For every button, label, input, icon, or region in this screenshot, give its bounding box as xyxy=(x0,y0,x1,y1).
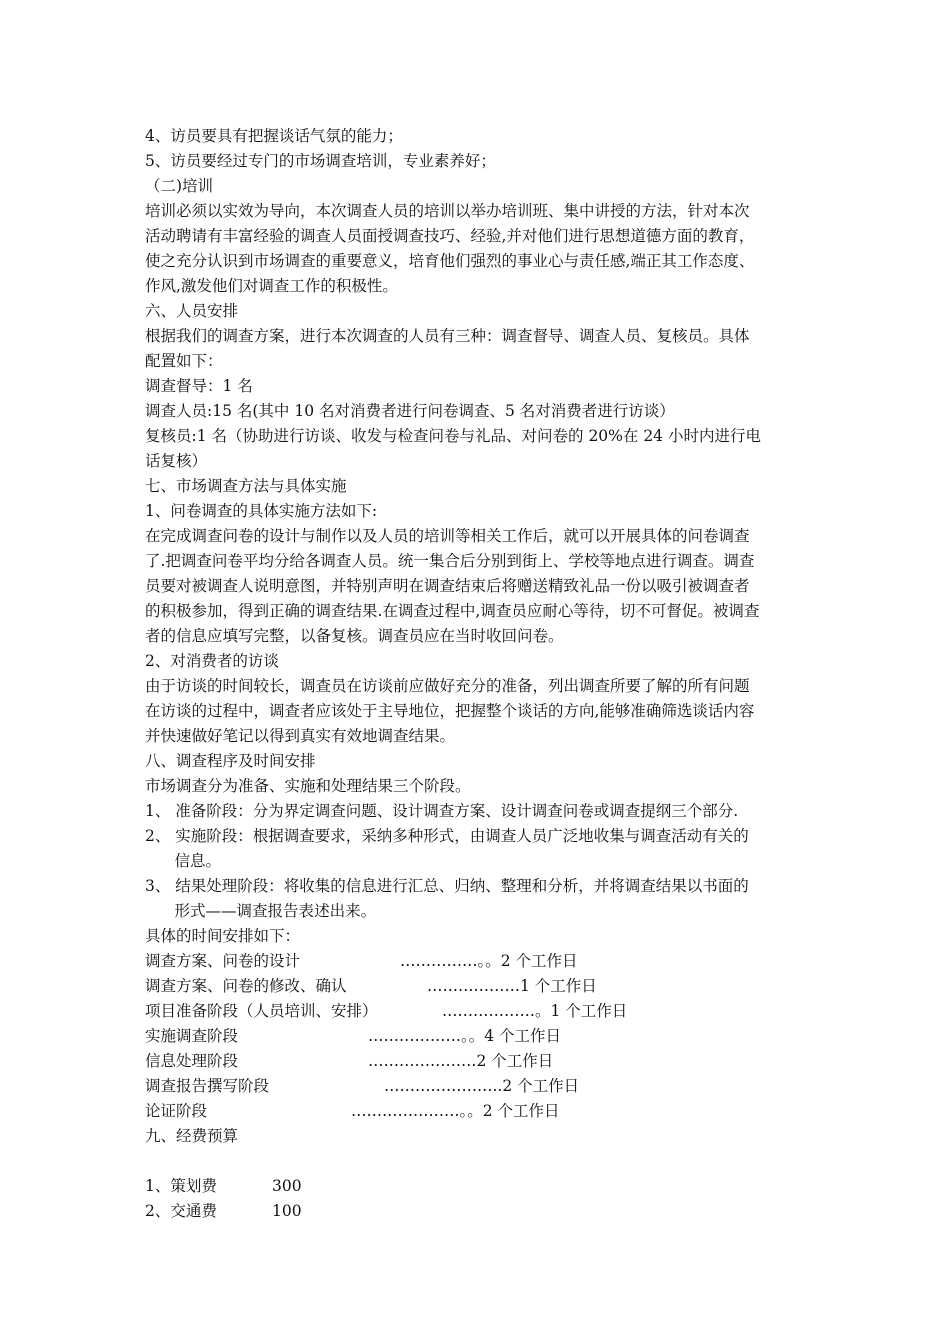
paragraph-line: 由于访谈的时间较长，调查员在访谈前应做好充分的准备，列出调查所要了解的所有问题 xyxy=(145,677,750,695)
paragraph-line: 配置如下： xyxy=(145,352,223,370)
list-item-continuation: 形式——调查报告表述出来。 xyxy=(145,902,377,920)
text-line: 复核员:1 名（协助进行访谈、收发与检查问卷与礼品、对问卷的 20%在 24 小时内进行电 xyxy=(145,427,761,445)
schedule-label: 调查报告撰写阶段 xyxy=(145,1077,270,1095)
paragraph-line: 员要对被调查人说明意图，并特别声明在调查结束后将赠送精致礼品一份以吸引被调查者 xyxy=(145,577,750,595)
text-line: 话复核） xyxy=(145,452,208,470)
schedule-value: …………………2 个工作日 xyxy=(368,1052,554,1070)
schedule-value: ………………1 个工作日 xyxy=(427,977,597,995)
text-line: 5、访员要经过专门的市场调查培训，专业素养好； xyxy=(145,152,496,170)
paragraph-line: 使之充分认识到市场调查的重要意义，培育他们强烈的事业心与责任感,端正其工作态度、 xyxy=(145,252,755,270)
schedule-value: ……………。。2 个工作日 xyxy=(400,952,578,970)
paragraph-line: 的积极参加，得到正确的调查结果.在调查过程中,调查员应耐心等待，切不可督促。被调查 xyxy=(145,602,760,620)
text-line: 调查督导：1 名 xyxy=(145,377,253,395)
schedule-label: 调查方案、问卷的设计 xyxy=(145,952,301,970)
schedule-label: 论证阶段 xyxy=(145,1102,208,1120)
list-item: 2、 实施阶段：根据调查要求，采纳多种形式，由调查人员广泛地收集与调查活动有关的 xyxy=(145,827,749,845)
paragraph-line: 活动聘请有丰富经验的调查人员面授调查技巧、经验,并对他们进行思想道德方面的教育， xyxy=(145,227,755,245)
paragraph-line: 了.把调查问卷平均分给各调查人员。统一集合后分别到街上、学校等地点进行调查。调查 xyxy=(145,552,755,570)
paragraph-line: 作风,激发他们对调查工作的积极性。 xyxy=(145,277,398,295)
schedule-label: 实施调查阶段 xyxy=(145,1027,239,1045)
budget-amount: 100 xyxy=(272,1202,302,1220)
section-heading: 八、调查程序及时间安排 xyxy=(145,752,316,770)
schedule-value: …………………。。2 个工作日 xyxy=(351,1102,560,1120)
paragraph-line: 在完成调查问卷的设计与制作以及人员的培训等相关工作后，就可以开展具体的问卷调查 xyxy=(145,527,750,545)
budget-item: 1、策划费 xyxy=(145,1177,217,1195)
list-item: 1、 准备阶段：分为界定调查问题、设计调查方案、设计调查问卷或调查提纲三个部分. xyxy=(145,802,739,820)
paragraph-line: 并快速做好笔记以得到真实有效地调查结果。 xyxy=(145,727,456,745)
list-item: 3、 结果处理阶段：将收集的信息进行汇总、归纳、整理和分析，并将调查结果以书面的 xyxy=(145,877,749,895)
section-heading: 六、人员安排 xyxy=(145,302,239,320)
section-heading: 七、市场调查方法与具体实施 xyxy=(145,477,347,495)
schedule-value: ………………。。4 个工作日 xyxy=(368,1027,562,1045)
schedule-value: …………………..2 个工作日 xyxy=(384,1077,580,1095)
schedule-label: 调查方案、问卷的修改、确认 xyxy=(145,977,347,995)
paragraph-line: 者的信息应填写完整，以备复核。调查员应在当时收回问卷。 xyxy=(145,627,564,645)
text-line: 具体的时间安排如下： xyxy=(145,927,301,945)
subsection-heading: 1、问卷调查的具体实施方法如下: xyxy=(145,502,378,520)
list-item-continuation: 信息。 xyxy=(145,852,222,870)
schedule-label: 信息处理阶段 xyxy=(145,1052,239,1070)
section-heading: 九、经费预算 xyxy=(145,1127,239,1145)
paragraph-line: 根据我们的调查方案，进行本次调查的人员有三种：调查督导、调查人员、复核员。具体 xyxy=(145,327,750,345)
schedule-value: ………………。1 个工作日 xyxy=(442,1002,628,1020)
text-line: 4、访员要具有把握谈话气氛的能力； xyxy=(145,127,403,145)
schedule-label: 项目准备阶段（人员培训、安排） xyxy=(145,1002,378,1020)
text-line: 调查人员:15 名(其中 10 名对消费者进行问卷调查、5 名对消费者进行访谈） xyxy=(145,402,675,420)
paragraph-line: 在访谈的过程中，调查者应该处于主导地位，把握整个谈话的方向,能够准确筛选谈话内容 xyxy=(145,702,755,720)
paragraph-line: 培训必须以实效为导向，本次调查人员的培训以举办培训班、集中讲授的方法，针对本次 xyxy=(145,202,750,220)
section-heading: （二)培训 xyxy=(145,177,214,195)
budget-item: 2、交通费 xyxy=(145,1202,217,1220)
subsection-heading: 2、对消费者的访谈 xyxy=(145,652,279,670)
budget-amount: 300 xyxy=(272,1177,302,1195)
paragraph-line: 市场调查分为准备、实施和处理结果三个阶段。 xyxy=(145,777,471,795)
